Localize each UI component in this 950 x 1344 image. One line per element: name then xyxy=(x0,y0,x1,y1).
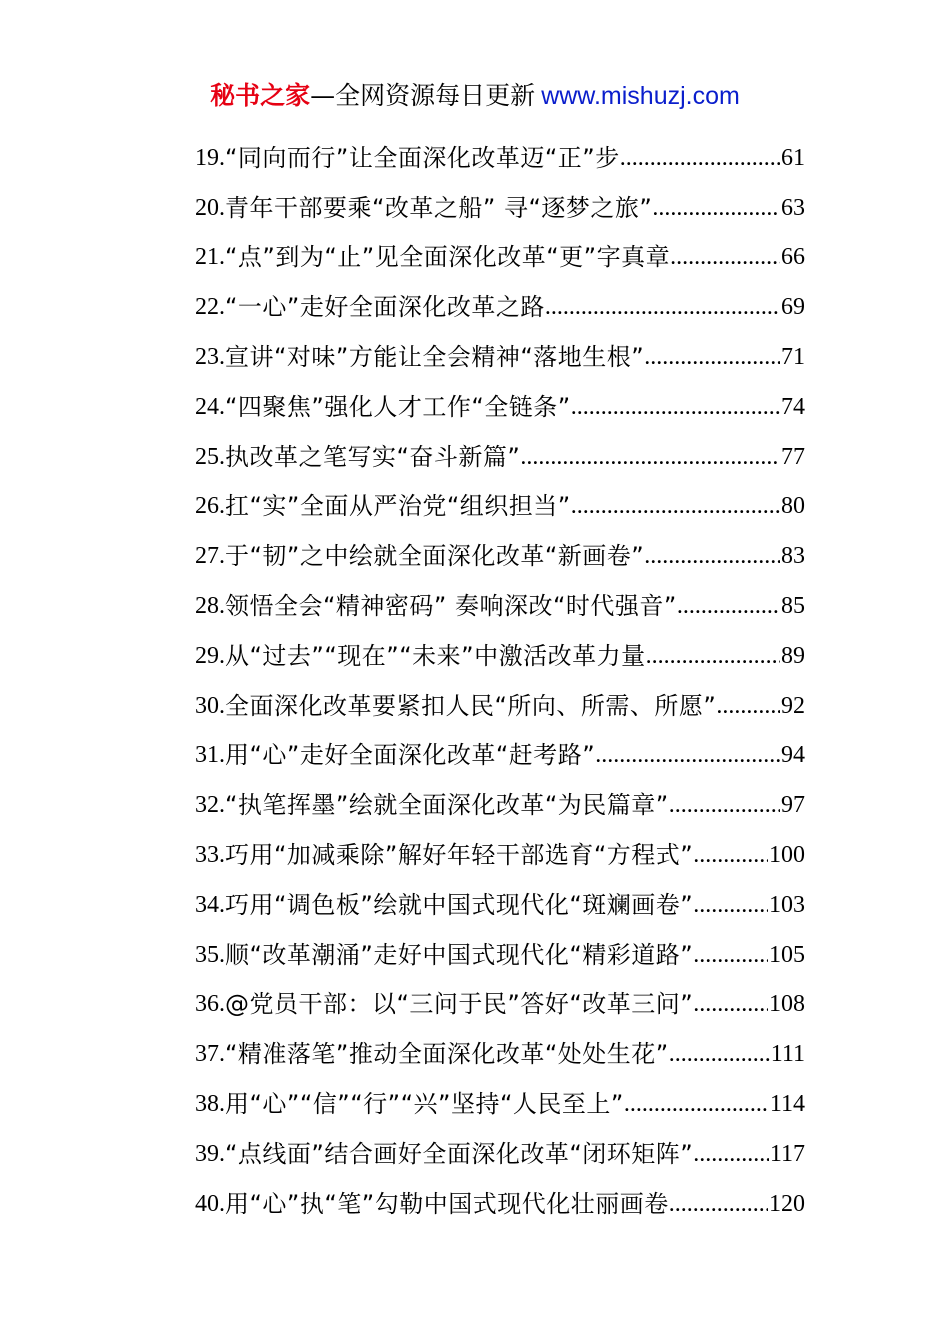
toc-entry-number: 19. xyxy=(195,144,225,171)
toc-entry-number: 34. xyxy=(195,891,225,918)
toc-entry[interactable] xyxy=(195,376,805,426)
toc-entry-number: 35. xyxy=(195,941,225,968)
toc-entry-page: 66 xyxy=(781,244,805,271)
toc-entry-number: 38. xyxy=(195,1090,225,1117)
dot-leader xyxy=(571,487,780,525)
dot-leader xyxy=(646,637,780,675)
dot-leader xyxy=(669,1035,770,1073)
toc-entry-title: “同向而行”让全面深化改革迈“正”步 xyxy=(225,143,620,172)
toc-entry[interactable] xyxy=(195,824,805,874)
toc-entry-page: 61 xyxy=(781,144,805,171)
toc-entry-title: 巧用“加减乘除”解好年轻干部选育“方程式” xyxy=(225,840,694,869)
site-header xyxy=(0,78,950,114)
toc-entry[interactable] xyxy=(195,127,805,177)
toc-entry[interactable] xyxy=(195,625,805,675)
toc-entry-title: 青年干部要乘“改革之船” 寻“逐梦之旅” xyxy=(225,193,653,222)
toc-entry-page: 80 xyxy=(781,493,805,520)
toc-entry-title: @党员干部：以“三问于民”答好“改革三问” xyxy=(225,990,694,1019)
toc-entry-page: 92 xyxy=(781,692,805,719)
dot-leader xyxy=(670,238,780,276)
toc-entry-page: 111 xyxy=(770,1041,805,1068)
toc-entry[interactable] xyxy=(195,177,805,227)
toc-entry-page: 94 xyxy=(781,742,805,769)
dot-leader xyxy=(669,786,780,824)
toc-entry-page: 85 xyxy=(781,592,805,619)
toc-entry-title: “点线面”结合画好全面深化改革“闭环矩阵” xyxy=(225,1139,694,1168)
toc-entry-number: 23. xyxy=(195,343,225,370)
dot-leader xyxy=(571,388,780,426)
toc-entry[interactable] xyxy=(195,525,805,575)
toc-entry-number: 27. xyxy=(195,543,225,570)
toc-entry[interactable] xyxy=(195,227,805,277)
toc-entry-title: 从“过去”“现在”“未来”中激活改革力量 xyxy=(225,641,646,670)
toc-entry-number: 40. xyxy=(195,1190,225,1217)
toc-entry-title: 用“心”“信”“行”“兴”坚持“人民至上” xyxy=(225,1089,624,1118)
dot-leader xyxy=(669,1185,768,1223)
toc-entry-number: 20. xyxy=(195,194,225,221)
toc-entry-page: 120 xyxy=(769,1190,805,1217)
toc-entry-title: 宣讲“对味”方能让全会精神“落地生根” xyxy=(225,342,645,371)
dot-leader xyxy=(520,438,780,476)
toc-entry-page: 77 xyxy=(781,443,805,470)
dot-leader xyxy=(620,139,780,177)
toc-entry[interactable] xyxy=(195,276,805,326)
toc-entry-number: 36. xyxy=(195,991,225,1018)
toc-entry[interactable] xyxy=(195,924,805,974)
toc-entry-page: 74 xyxy=(781,393,805,420)
toc-entry-number: 33. xyxy=(195,841,225,868)
dot-leader xyxy=(693,836,768,874)
dot-leader xyxy=(545,288,780,326)
toc-entry-title: 顺“改革潮涌”走好中国式现代化“精彩道路” xyxy=(225,940,694,969)
toc-entry-number: 31. xyxy=(195,742,225,769)
toc-entry-title: “一心”走好全面深化改革之路 xyxy=(225,293,545,322)
dot-leader xyxy=(624,1085,769,1123)
toc-entry-number: 32. xyxy=(195,792,225,819)
toc-entry-title: 扛“实”全面从严治党“组织担当” xyxy=(225,492,571,521)
toc-entry-title: “四聚焦”强化人才工作“全链条” xyxy=(225,392,571,421)
table-of-contents xyxy=(195,127,805,1223)
toc-entry-title: “执笔挥墨”绘就全面深化改革“为民篇章” xyxy=(225,791,669,820)
toc-entry-title: 于“韧”之中绘就全面深化改革“新画卷” xyxy=(225,542,645,571)
dot-leader xyxy=(644,537,780,575)
site-url-link[interactable]: www.mishuzj.com xyxy=(541,82,740,110)
toc-entry-page: 117 xyxy=(769,1140,805,1167)
dot-leader xyxy=(693,886,768,924)
toc-entry-page: 108 xyxy=(769,991,805,1018)
header-tagline: —全网资源每日更新 xyxy=(310,81,536,110)
toc-entry-title: 执改革之笔写实“奋斗新篇” xyxy=(225,442,521,471)
toc-entry[interactable] xyxy=(195,1123,805,1173)
toc-entry-page: 89 xyxy=(781,642,805,669)
toc-entry-page: 100 xyxy=(769,841,805,868)
toc-entry-number: 26. xyxy=(195,493,225,520)
dot-leader xyxy=(693,1135,769,1173)
toc-entry-number: 39. xyxy=(195,1140,225,1167)
dot-leader xyxy=(716,687,780,725)
toc-entry-page: 103 xyxy=(769,891,805,918)
toc-entry[interactable] xyxy=(195,874,805,924)
toc-entry[interactable] xyxy=(195,326,805,376)
toc-entry-number: 37. xyxy=(195,1041,225,1068)
toc-entry-number: 24. xyxy=(195,393,225,420)
toc-entry-number: 30. xyxy=(195,692,225,719)
toc-entry-page: 105 xyxy=(769,941,805,968)
dot-leader xyxy=(652,189,780,227)
dot-leader xyxy=(595,736,780,774)
dot-leader xyxy=(693,936,768,974)
brand-name: 秘书之家 xyxy=(210,81,311,110)
toc-entry[interactable] xyxy=(195,725,805,775)
toc-entry[interactable] xyxy=(195,675,805,725)
toc-entry-page: 83 xyxy=(781,543,805,570)
toc-entry-title: 用“心”走好全面深化改革“赶考路” xyxy=(225,741,596,770)
toc-entry-title: 巧用“调色板”绘就中国式现代化“斑斓画卷” xyxy=(225,890,694,919)
toc-entry[interactable] xyxy=(195,974,805,1024)
toc-entry-title: 全面深化改革要紧扣人民“所向、所需、所愿” xyxy=(225,691,717,720)
dot-leader xyxy=(693,985,768,1023)
toc-entry[interactable] xyxy=(195,1073,805,1123)
dot-leader xyxy=(677,587,780,625)
toc-entry-number: 28. xyxy=(195,592,225,619)
toc-entry[interactable] xyxy=(195,774,805,824)
toc-entry[interactable] xyxy=(195,1023,805,1073)
dot-leader xyxy=(644,338,780,376)
toc-entry[interactable] xyxy=(195,1173,805,1223)
toc-entry[interactable] xyxy=(195,575,805,625)
toc-entry-title: 领悟全会“精神密码” 奏响深改“时代强音” xyxy=(225,591,677,620)
toc-entry-page: 71 xyxy=(781,343,805,370)
toc-entry-page: 63 xyxy=(781,194,805,221)
toc-entry-number: 29. xyxy=(195,642,225,669)
toc-entry[interactable] xyxy=(195,426,805,476)
toc-entry-page: 97 xyxy=(781,792,805,819)
toc-entry-title: “点”到为“止”见全面深化改革“更”字真章 xyxy=(225,243,671,272)
toc-entry-page: 69 xyxy=(781,294,805,321)
toc-entry-page: 114 xyxy=(769,1090,805,1117)
toc-entry-title: “精准落笔”推动全面深化改革“处处生花” xyxy=(225,1040,669,1069)
toc-entry-title: 用“心”执“笔”勾勒中国式现代化壮丽画卷 xyxy=(225,1189,669,1218)
toc-entry-number: 22. xyxy=(195,294,225,321)
toc-entry-number: 25. xyxy=(195,443,225,470)
toc-entry[interactable] xyxy=(195,476,805,526)
toc-entry-number: 21. xyxy=(195,244,225,271)
